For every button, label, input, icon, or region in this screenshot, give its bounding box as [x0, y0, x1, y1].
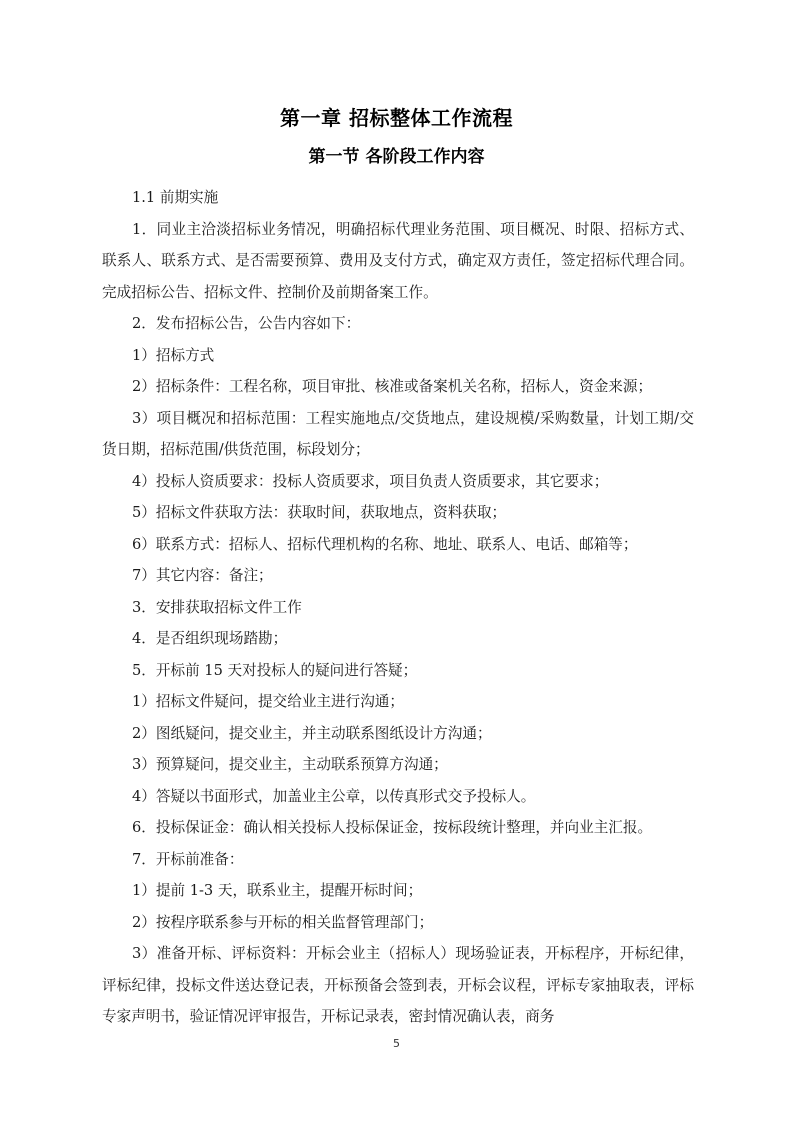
paragraph: 6．投标保证金：确认相关投标人投标保证金，按标段统计整理，并向业主汇报。: [132, 819, 653, 836]
page-number: 5: [393, 1037, 400, 1050]
paragraph: 2．发布招标公告，公告内容如下：: [132, 315, 361, 332]
list-item: 3）项目概况和招标范围：工程实施地点/交货地点，建设规模/采购数量，计划工期/交货日期，招标范围/供货范围，标段划分；: [102, 409, 694, 458]
document-body: [102, 182, 694, 1033]
list-item: 1）招标方式: [132, 346, 215, 364]
list-item: 5）招标文件获取方法：获取时间，获取地点，资料获取；: [132, 504, 507, 521]
list-item: 1）招标文件疑问，提交给业主进行沟通；: [132, 693, 404, 710]
list-item: 2）按程序联系参与开标的相关监督管理部门；: [132, 913, 434, 931]
chapter-title: 第一章 招标整体工作流程: [280, 106, 513, 130]
list-item: 3）准备开标、评标资料：开标会业主（招标人）现场验证表，开标程序，开标纪律，评标纪律，投标文件送达登记表，开标预备会签到表，开标会议程，评标专家抽取表，评标专家声明书，验证情况评审报告，开标记录表，密封情况确认表，商务: [102, 945, 694, 1025]
subsection-heading: 1.1 前期实施: [132, 189, 219, 206]
list-item: 4）答疑以书面形式，加盖业主公章，以传真形式交予投标人。: [132, 787, 536, 805]
paragraph: 5．开标前 15 天对投标人的疑问进行答疑；: [132, 661, 418, 679]
list-item: 6）联系方式：招标人、招标代理机构的名称、地址、联系人、电话、邮箱等；: [132, 535, 638, 553]
section-title: 第一节 各阶段工作内容: [308, 147, 485, 167]
list-item: 4）投标人资质要求：投标人资质要求，项目负责人资质要求，其它要求；: [132, 472, 609, 490]
paragraph: 7．开标前准备：: [132, 850, 244, 868]
paragraph: 4．是否组织现场踏勘；: [132, 630, 288, 647]
list-item: 7）其它内容：备注；: [132, 567, 273, 584]
paragraph: 3．安排获取招标文件工作: [132, 598, 302, 616]
list-item: 2）图纸疑问，提交业主，并主动联系图纸设计方沟通；: [132, 724, 492, 742]
paragraph: 1．同业主洽淡招标业务情况，明确招标代理业务范围、项目概况、时限、招标方式、联系人、联系方式、是否需要预算、费用及支付方式，确定双方责任，签定招标代理合同。完成招标公告、招标文件、控制价及前期备案工作。: [102, 220, 694, 301]
list-item: 3）预算疑问，提交业主，主动联系预算方沟通；: [132, 756, 448, 773]
list-item: 2）招标条件：工程名称，项目审批、核准或备案机关名称，招标人，资金来源；: [132, 378, 653, 395]
list-item: 1）提前 1-3 天，联系业主，提醒开标时间；: [132, 882, 423, 899]
